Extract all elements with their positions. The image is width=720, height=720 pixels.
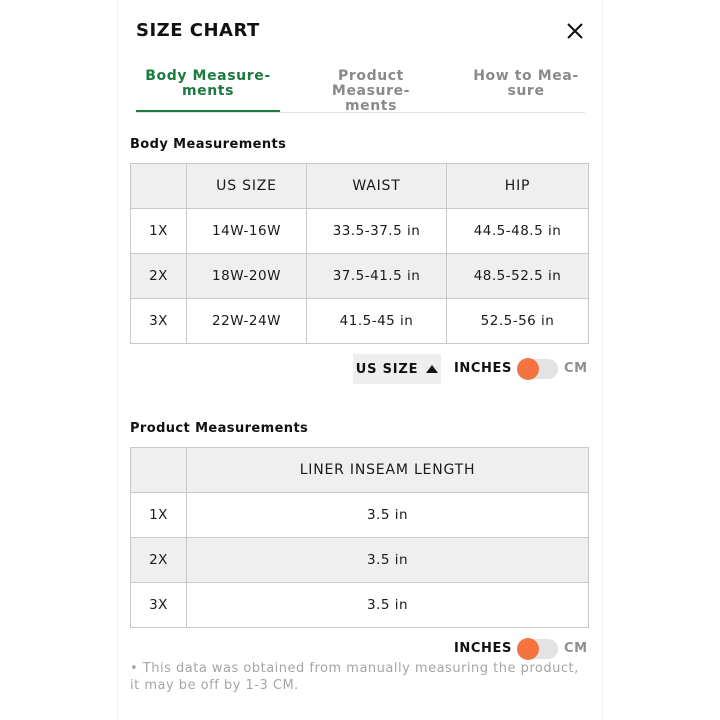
tab-label: How to Mea-sure <box>473 68 579 99</box>
body-measurements-table <box>130 163 589 344</box>
tab-body-measurements[interactable] <box>136 62 280 112</box>
table-cell: 33.5-37.5 in <box>307 209 447 254</box>
table-cell: 2X <box>131 538 187 583</box>
toggle-knob <box>517 638 539 660</box>
product-measurements-table <box>130 447 589 628</box>
table-header-row <box>131 448 589 493</box>
toggle-knob <box>517 358 539 380</box>
table-cell: 52.5-56 in <box>447 299 589 344</box>
unit-inches-label: INCHES <box>454 641 512 656</box>
unit-inches-label: INCHES <box>454 361 512 376</box>
table-header-row <box>131 164 589 209</box>
table-header: WAIST <box>307 164 447 209</box>
table-cell: 44.5-48.5 in <box>447 209 589 254</box>
table-row <box>131 254 589 299</box>
section-title: Body Measurements <box>130 137 287 152</box>
disclaimer-note: • This data was obtained from manually measuring the product, it may be off by 1-3 CM. <box>130 661 579 693</box>
size-chart-modal <box>118 0 602 720</box>
table-cell: 1X <box>131 209 187 254</box>
table-header <box>131 164 187 209</box>
table-cell: 48.5-52.5 in <box>447 254 589 299</box>
table-cell: 1X <box>131 493 187 538</box>
table-cell: 3.5 in <box>187 583 589 628</box>
table-header: HIP <box>447 164 589 209</box>
table-cell: 3X <box>131 299 187 344</box>
table-row <box>131 583 589 628</box>
unit-toggle[interactable] <box>518 639 558 659</box>
table-cell: 3X <box>131 583 187 628</box>
body-controls <box>118 354 602 384</box>
backdrop <box>602 0 720 720</box>
table-row <box>131 209 589 254</box>
table-row <box>131 538 589 583</box>
table-header: US SIZE <box>187 164 307 209</box>
table-cell: 3.5 in <box>187 493 589 538</box>
backdrop <box>0 0 118 720</box>
tab-how-to-measure[interactable] <box>466 62 586 110</box>
sort-label: US SIZE <box>355 361 419 377</box>
close-icon <box>565 21 585 41</box>
table-row <box>131 493 589 538</box>
unit-toggle[interactable] <box>518 359 558 379</box>
tab-bar <box>136 62 585 113</box>
table-cell: 14W-16W <box>187 209 307 254</box>
table-cell: 37.5-41.5 in <box>307 254 447 299</box>
section-title: Product Measurements <box>130 421 309 436</box>
close-button[interactable] <box>565 21 585 41</box>
table-row <box>131 299 589 344</box>
sort-up-icon <box>426 365 438 373</box>
tab-product-measurements[interactable] <box>296 62 446 114</box>
table-cell: 18W-20W <box>187 254 307 299</box>
sort-us-size-button[interactable] <box>353 354 441 384</box>
unit-cm-label: CM <box>564 641 588 656</box>
table-cell: 22W-24W <box>187 299 307 344</box>
table-header <box>131 448 187 493</box>
unit-cm-label: CM <box>564 361 588 376</box>
tab-label: Body Measure-ments <box>145 68 271 99</box>
tab-label: Product Measure-ments <box>331 68 411 114</box>
modal-title: SIZE CHART <box>136 20 260 41</box>
table-cell: 41.5-45 in <box>307 299 447 344</box>
table-header: LINER INSEAM LENGTH <box>187 448 589 493</box>
table-cell: 3.5 in <box>187 538 589 583</box>
table-cell: 2X <box>131 254 187 299</box>
